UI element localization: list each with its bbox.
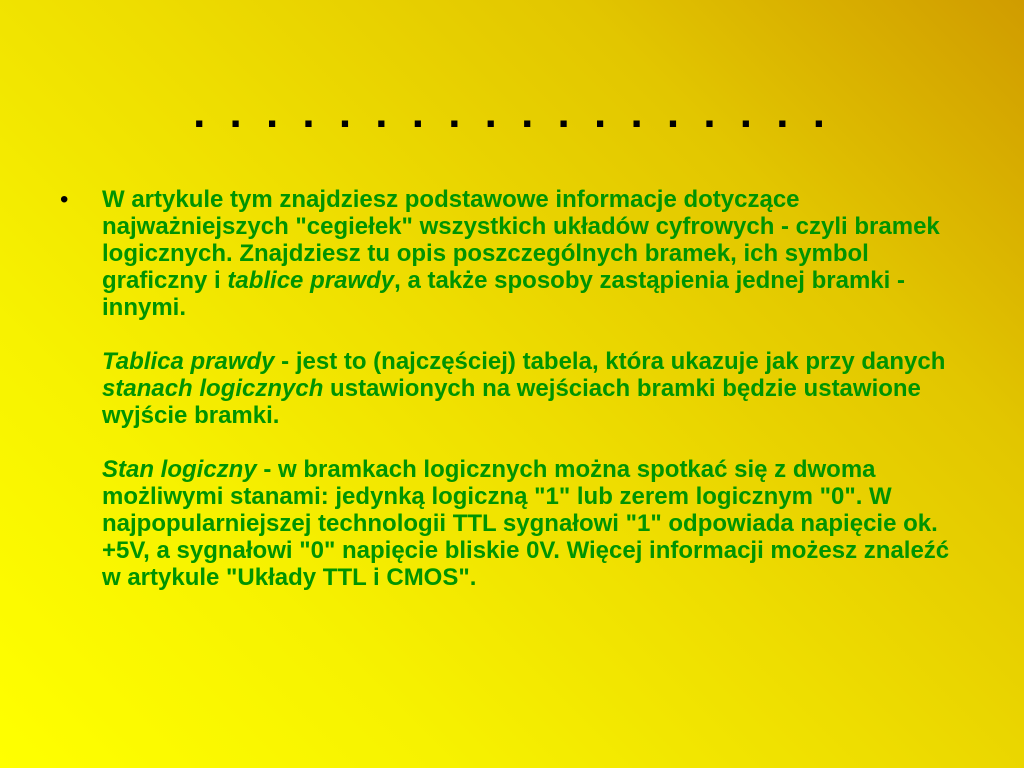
slide-title: . . . . . . . . . . . . . . . . . . <box>193 88 831 137</box>
intro-emphasis: tablice prawdy <box>227 267 395 294</box>
slide-content <box>60 186 970 591</box>
bullet-text <box>102 186 970 591</box>
paragraph-intro <box>102 186 970 321</box>
paragraph-truth-table <box>102 348 970 429</box>
bullet-item <box>60 186 970 591</box>
term-logic-states: stanach logicznych <box>102 375 324 402</box>
paragraph-logic-state <box>102 456 970 591</box>
term-logic-state: Stan logiczny <box>102 456 257 483</box>
logic-state-definition: - w bramkach logicznych można spotkać się z dwoma możliwymi stanami: jedynką logiczną "1" lub zerem logicznym "0". W najpopularniejszej technologii TTL sygnałowi "1" odpowiada napięcie ok. +5V, a sygnałowi "0" napięcie bliskie 0V. Więcej informacji możesz znaleźć w artykule "Układy TTL i CMOS". <box>102 456 950 591</box>
bullet-icon: • <box>60 186 69 213</box>
truth-table-definition-end: ustawionych na wejściach bramki będzie ustawione wyjście bramki. <box>102 375 921 429</box>
term-truth-table: Tablica prawdy <box>102 348 275 375</box>
truth-table-definition: - jest to (najczęściej) tabela, która ukazuje jak przy danych <box>274 348 946 375</box>
intro-text-end: , a także sposoby zastąpienia jednej bramki - innymi. <box>102 267 905 321</box>
intro-text: W artykule tym znajdziesz podstawowe informacje dotyczące najważniejszych "cegiełek" wszystkich układów cyfrowych - czyli bramek logicznych. Znajdziesz tu opis poszczególnych bramek, ich symbol graficzny i <box>102 186 940 294</box>
